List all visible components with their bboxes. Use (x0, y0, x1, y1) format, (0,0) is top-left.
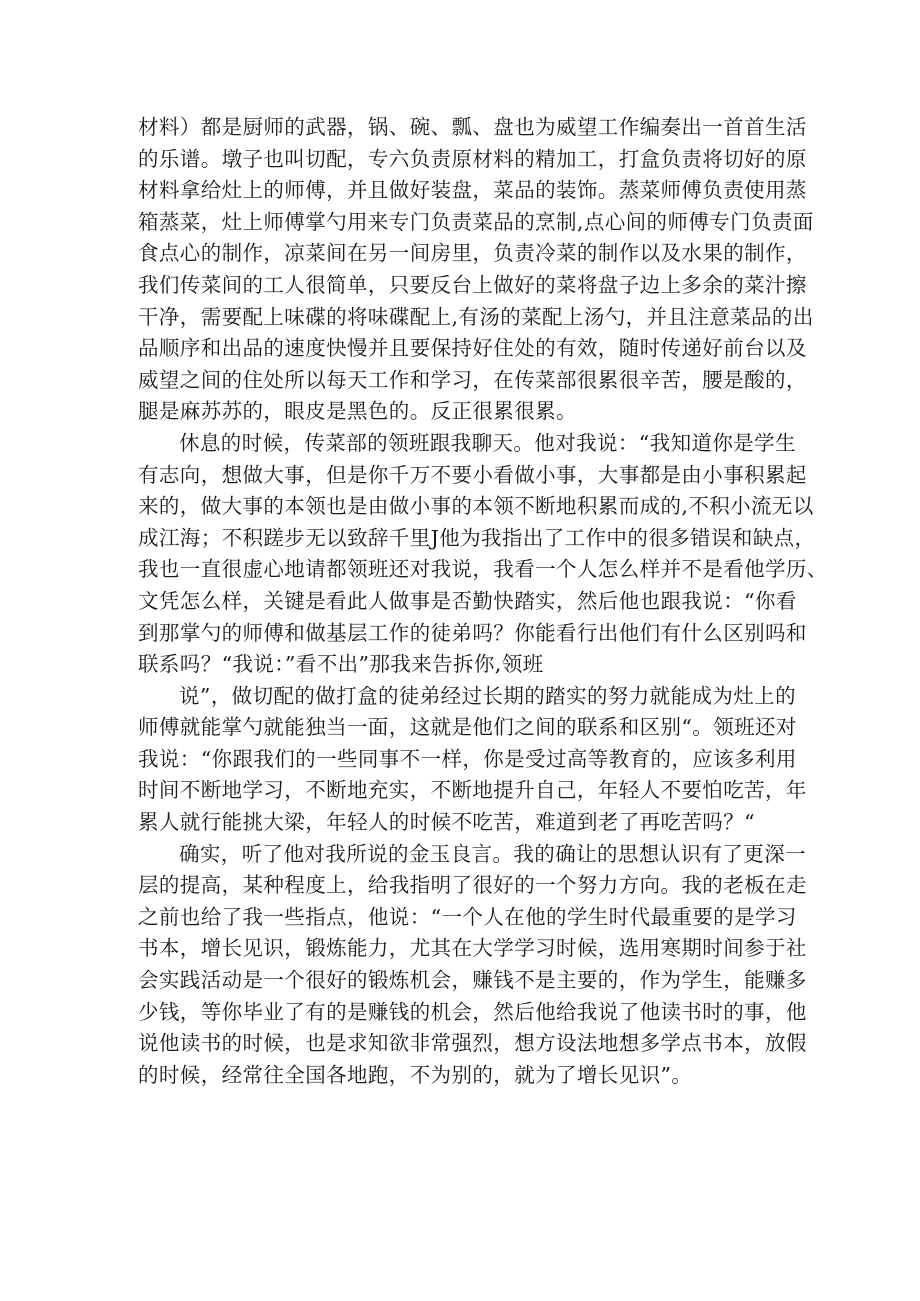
text-line: 干净，需要配上味碟的将味碟配上,有汤的菜配上汤勺，并且注意菜品的出 (138, 304, 814, 329)
text-line: 成江海；不积蹉步无以致辞千里J他为我指出了工作中的很多错误和缺点， (138, 525, 816, 550)
text-line: 我说：“你跟我们的一些同事不一样，你是受过高等教育的，应该多利用 (138, 746, 797, 771)
text-line: 材料拿给灶上的师傅，并且做好装盘，菜品的装饰。蒸菜师傅负责使用蒸 (138, 178, 807, 203)
text-line: 我也一直很虚心地请都领班还对我说，我看一个人怎么样并不是看他学历、 (138, 557, 828, 582)
text-line: 的乐谱。墩子也叫切配，专六负责原材料的精加工，打盒负责将切好的原 (138, 146, 807, 171)
text-line: 书本，增长见识，锻炼能力，尤其在大学学习时候，选用寒期时间参于社 (138, 936, 807, 961)
text-line: 联系吗？“我说：”看不出”那我来告拆你,领班 (138, 652, 544, 677)
text-line: 时间不断地学习，不断地充实，不断地提升自己，年轻人不要怕吃苦，年 (138, 778, 807, 803)
text-line: 的时候，经常往全国各地跑，不为别的，就为了增长见识”。 (138, 1062, 693, 1087)
text-line: 有志向，想做大事，但是你千万不要小看做小事，大事都是由小事积累起 (138, 462, 807, 487)
text-line: 箱蒸菜，灶上师傅掌勺用来专门负责菜品的烹制,点心间的师傅专门负责面 (138, 209, 814, 234)
text-line: 之前也给了我一些指点，他说：“一个人在他的学生时代最重要的是学习 (138, 904, 797, 929)
text-line: 师傅就能掌勺就能独当一面，这就是他们之间的联系和区别“。领班还对 (138, 715, 797, 740)
text-line: 少钱，等你毕业了有的是赚钱的机会，然后他给我说了他读书时的事，他 (138, 999, 807, 1024)
text-line: 累人就行能挑大梁，年轻人的时候不吃苦，难道到老了再吃苦吗？“ (138, 810, 755, 835)
text-line: 会实践活动是一个很好的锻炼机会，赚钱不是主要的，作为学生，能赚多 (138, 968, 807, 993)
text-line: 说他读书的时候，也是求知欲非常强烈，想方设法地想多学点书本，放假 (138, 1031, 807, 1056)
text-line: 文凭怎么样，关键是看此人做事是否勤快踏实，然后他也跟我说：“你看 (138, 588, 797, 613)
text-line: 食点心的制作，凉菜间在另一间房里，负责冷菜的制作以及水果的制作， (138, 241, 807, 266)
text-line: 到那掌勺的师傅和做基层工作的徒弟吗？你能看行出他们有什么区别吗和 (138, 620, 807, 645)
text-line: 材料）都是厨师的武器，锅、碗、瓢、盘也为威望工作编奏出一首首生活 (138, 115, 807, 139)
text-line: 层的提高，某种程度上，给我指明了很好的一个努力方向。我的老板在走 (138, 873, 807, 898)
body-text (138, 112, 828, 1091)
paragraph-start-line: 休息的时候，传菜部的领班跟我聊天。他对我说：“我知道你是学生 (179, 430, 796, 455)
text-line: 来的，做大事的本领也是由做小事的本领不断地积累而成的,不积小流无以 (138, 494, 814, 519)
text-line: 我们传菜间的工人很简单，只要反台上做好的菜将盘子边上多余的菜汁擦 (138, 272, 807, 297)
paragraph-start-line: 确实，听了他对我所说的金玉良言。我的确让的思想认识有了更深一 (179, 841, 806, 866)
paragraph-start-line: 说”，做切配的做打盒的徒弟经过长期的踏实的努力就能成为灶上的 (179, 683, 796, 708)
text-line: 腿是麻苏苏的，眼皮是黑色的。反正很累很累。 (138, 399, 577, 424)
text-line: 品顺序和出品的速度快慢并且要保持好住处的有效，随时传递好前台以及 (138, 336, 807, 361)
text-line: 威望之间的住处所以每天工作和学习，在传菜部很累很辛苦，腰是酸的， (138, 367, 807, 392)
